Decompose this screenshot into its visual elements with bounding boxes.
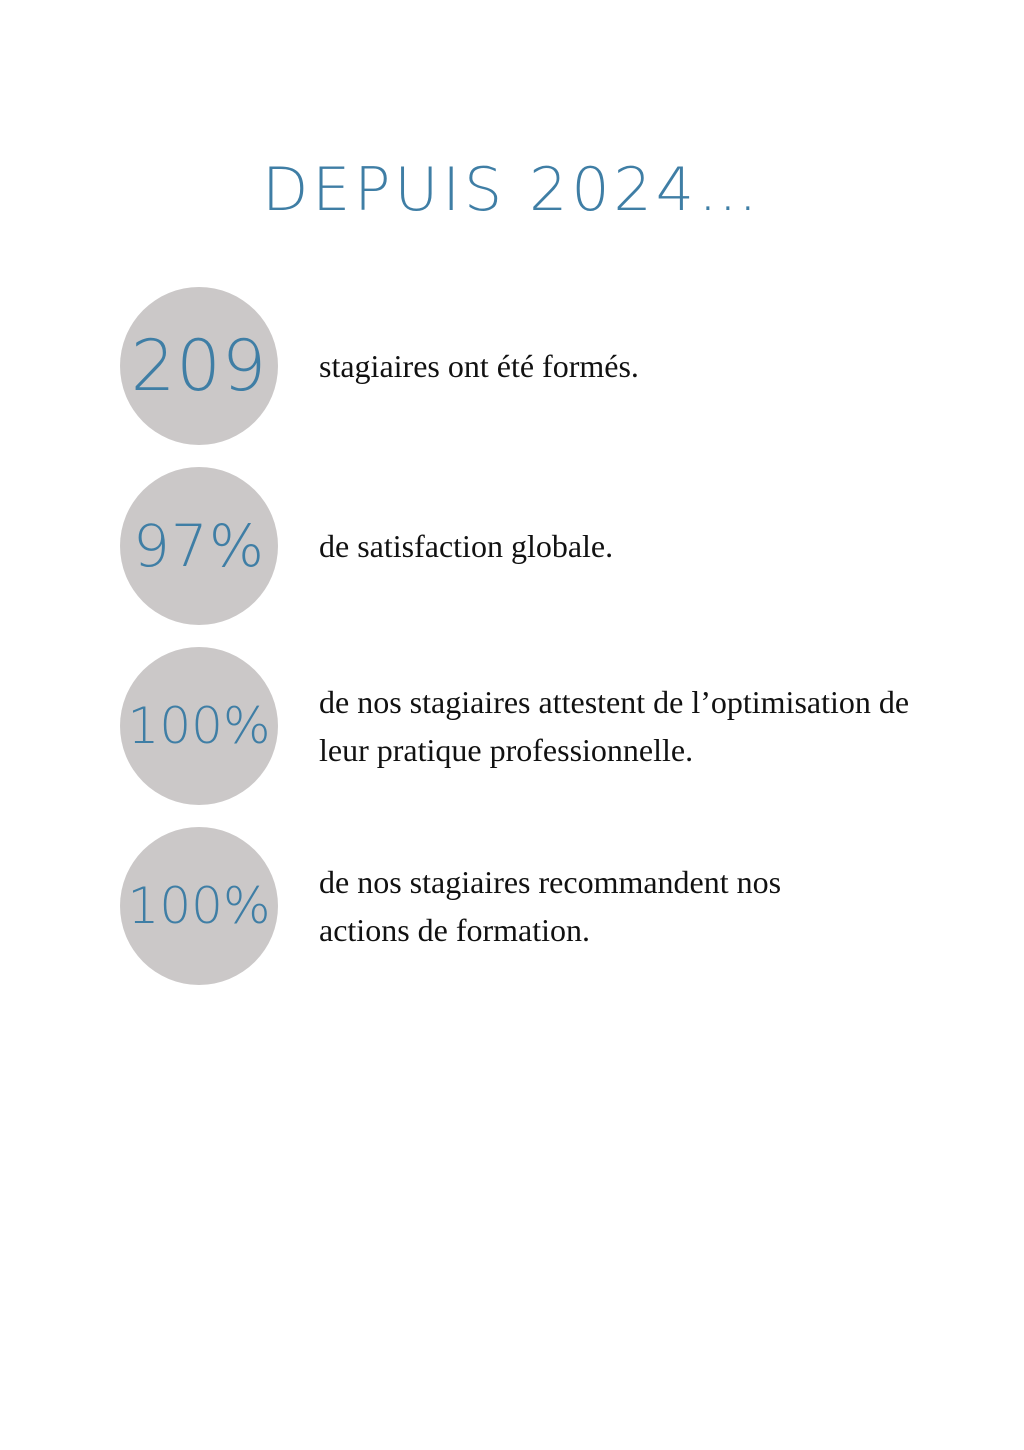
stat-circle xyxy=(120,647,278,805)
page-title: DEPUIS 2024… xyxy=(262,155,762,225)
stat-row-trainees xyxy=(120,287,980,445)
stat-circle xyxy=(120,827,278,985)
stat-row-satisfaction xyxy=(120,467,980,625)
stat-value: 209 xyxy=(130,325,268,407)
stat-value: 100% xyxy=(127,697,271,755)
stat-description: de nos stagiaires recommandent nos actions de formation. xyxy=(319,864,782,948)
stat-value: 100% xyxy=(127,877,271,935)
stat-value: 97% xyxy=(133,512,265,580)
stat-description: de satisfaction globale. xyxy=(319,528,614,564)
stat-circle xyxy=(120,467,278,625)
stat-row-optimisation xyxy=(120,647,980,805)
stat-circle xyxy=(120,287,278,445)
stat-row-recommendation xyxy=(120,827,980,985)
stat-description: de nos stagiaires attestent de l’optimisation de leur pratique professionnelle. xyxy=(319,684,910,768)
stat-description: stagiaires ont été formés. xyxy=(319,348,639,384)
